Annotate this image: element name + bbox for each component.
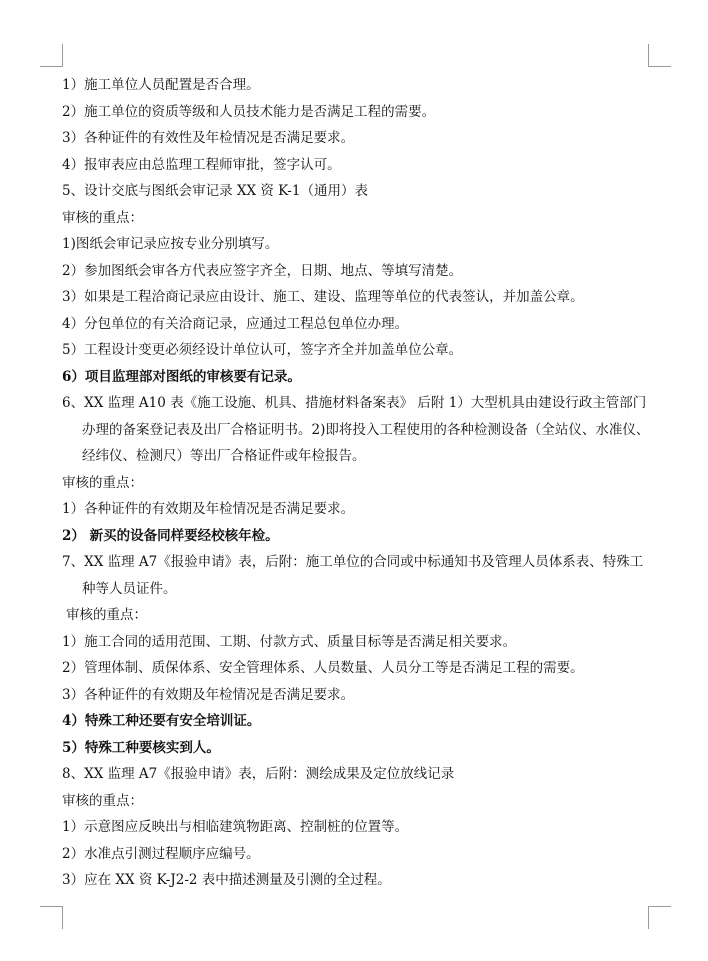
bold-note: 6）项目监理部对图纸的审核要有记录。 xyxy=(62,368,301,385)
review-heading: 审核的重点： xyxy=(62,209,143,226)
crop-mark-bottom-left xyxy=(40,906,63,929)
text-line: 1）施工单位人员配置是否合理。 xyxy=(62,77,260,93)
text-line: 4）分包单位的有关洽商记录，应通过工程总包单位办理。 xyxy=(62,315,409,332)
review-heading: 审核的重点： xyxy=(62,792,143,809)
review-heading: 审核的重点： xyxy=(66,607,147,623)
text-line: 2）管理体制、质保体系、安全管理体系、人员数量、人员分工等是否满足工程的需要。 xyxy=(62,660,584,676)
text-line: 3）应在 XX 资 K-J2-2 表中描述测量及引测的全过程。 xyxy=(62,872,391,888)
crop-mark-top-right xyxy=(648,44,671,67)
text-line: 2）水准点引测过程顺序应编号。 xyxy=(62,845,260,862)
bold-note: 4）特殊工种还要有安全培训证。 xyxy=(62,713,261,729)
bold-note: 5）特殊工种要核实到人。 xyxy=(62,739,220,756)
text-line: 3）各种证件的有效期及年检情况是否满足要求。 xyxy=(62,686,355,703)
bold-note: 2） 新买的设备同样要经校核年检。 xyxy=(62,527,279,544)
text-line: 5）工程设计变更必须经设计单位认可，签字齐全并加盖单位公章。 xyxy=(62,342,463,358)
text-line: 1)图纸会审记录应按专业分别填写。 xyxy=(62,236,279,252)
section-heading-7: 7、XX 监理 A7《报验申请》表，后附：施工单位的合同或中标通知书及管理人员体系表、特殊工种等人员证件。 xyxy=(62,554,644,597)
section-heading-6: 6、XX 监理 A10 表《施工设施、机具、措施材料备案表》 后附 1）大型机具由建设行政主管部门办理的备案登记表及出厂合格证明书。2)即将投入工程使用的各种检测设备（全站仪、水准仪、经纬仪、检测尺）等出厂合格证件或年检报告。 xyxy=(62,395,650,464)
section-heading-8: 8、XX 监理 A7《报验申请》表，后附：测绘成果及定位放线记录 xyxy=(62,766,455,782)
document-body xyxy=(62,72,652,894)
text-line: 3）如果是工程洽商记录应由设计、施工、建设、监理等单位的代表签认，并加盖公章。 xyxy=(62,289,584,305)
section-heading-5: 5、设计交底与图纸会审记录 XX 资 K-1（通用）表 xyxy=(62,183,368,199)
text-line: 2）施工单位的资质等级和人员技术能力是否满足工程的需要。 xyxy=(62,103,436,120)
text-line: 1）施工合同的适用范围、工期、付款方式、质量目标等是否满足相关要求。 xyxy=(62,633,517,650)
text-line: 1）示意图应反映出与相临建筑物距离、控制桩的位置等。 xyxy=(62,819,409,835)
crop-mark-bottom-right xyxy=(648,906,671,929)
text-line: 1）各种证件的有效期及年检情况是否满足要求。 xyxy=(62,501,355,517)
crop-mark-top-left xyxy=(40,44,63,67)
text-line: 3）各种证件的有效性及年检情况是否满足要求。 xyxy=(62,130,355,146)
text-line: 2）参加图纸会审各方代表应签字齐全，日期、地点、等填写清楚。 xyxy=(62,262,463,279)
review-heading: 审核的重点： xyxy=(62,474,143,491)
text-line: 4）报审表应由总监理工程师审批，签字认可。 xyxy=(62,156,341,173)
